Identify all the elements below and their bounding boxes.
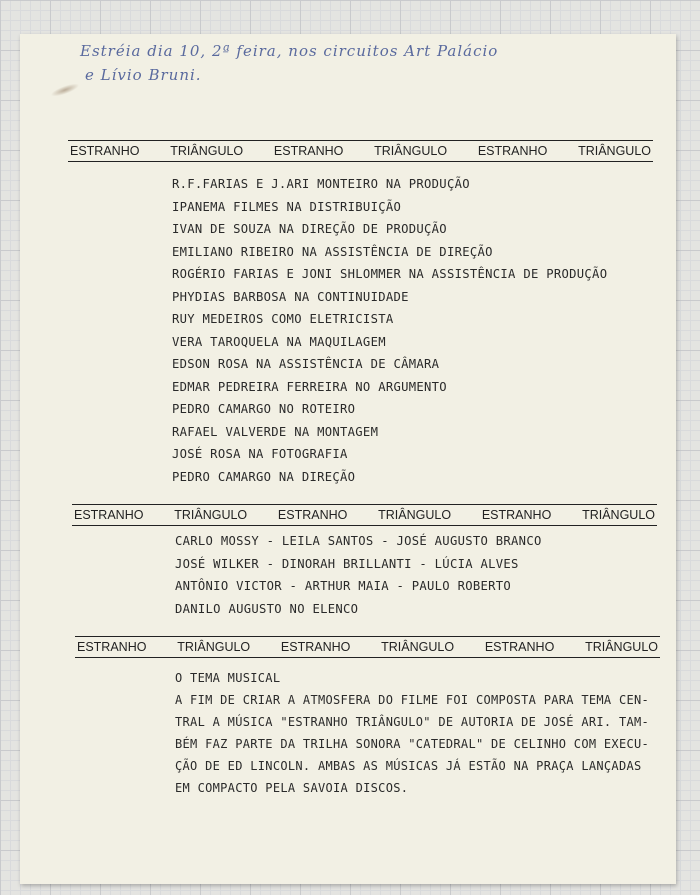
credit-line: EMILIANO RIBEIRO NA ASSISTÊNCIA DE DIREÇÃO: [172, 244, 493, 259]
title-banner-1: [68, 140, 653, 162]
credit-line: PEDRO CAMARGO NA DIREÇÃO: [172, 469, 356, 484]
banner-word: TRIÂNGULO: [585, 640, 658, 654]
credit-line: IPANEMA FILMES NA DISTRIBUIÇÃO: [172, 199, 402, 214]
banner-word: TRIÂNGULO: [374, 144, 448, 158]
cast-list: [175, 530, 542, 620]
banner-word: TRIÂNGULO: [582, 508, 655, 522]
banner-word: ESTRANHO: [70, 144, 140, 158]
banner-word: ESTRANHO: [477, 144, 548, 158]
crew-credits-list: [172, 173, 607, 488]
music-paragraph-line: TRAL A MÚSICA "ESTRANHO TRIÂNGULO" DE AUTORIA DE JOSÉ ARI. TAM-: [175, 715, 650, 729]
title-banner-2: [72, 504, 657, 526]
banner-word: TRIÂNGULO: [177, 640, 251, 654]
banner-word: ESTRANHO: [484, 640, 555, 654]
document-page: [20, 34, 676, 884]
cast-line: ANTÔNIO VICTOR - ARTHUR MAIA - PAULO ROBERTO: [175, 579, 512, 593]
banner-word: ESTRANHO: [280, 640, 351, 654]
credit-line: R.F.FARIAS E J.ARI MONTEIRO NA PRODUÇÃO: [172, 177, 470, 191]
credit-line: JOSÉ ROSA NA FOTOGRAFIA: [172, 447, 348, 461]
banner-word: ESTRANHO: [481, 508, 552, 522]
banner-word: TRIÂNGULO: [378, 508, 452, 522]
banner-word: TRIÂNGULO: [174, 508, 248, 522]
credit-line: VERA TAROQUELA NA MAQUILAGEM: [172, 334, 386, 349]
ink-stain: [50, 81, 81, 99]
credit-line: PEDRO CAMARGO NO ROTEIRO: [172, 402, 356, 416]
banner-word: TRIÂNGULO: [170, 144, 244, 158]
cast-line: CARLO MOSSY - LEILA SANTOS - JOSÉ AUGUSTO BRANCO: [175, 534, 542, 548]
banner-word: ESTRANHO: [277, 508, 348, 522]
music-section: [175, 667, 660, 799]
credit-line: EDSON ROSA NA ASSISTÊNCIA DE CÂMARA: [172, 357, 440, 371]
credit-line: RUY MEDEIROS COMO ELETRICISTA: [172, 312, 394, 326]
banner-word: ESTRANHO: [74, 508, 144, 522]
handwritten-note-line-1: Estréia dia 10, 2ª feira, nos circuitos Art Palácio: [80, 42, 499, 60]
banner-word: TRIÂNGULO: [578, 144, 651, 158]
credit-line: ROGÉRIO FARIAS E JONI SHLOMMER NA ASSISTÊNCIA DE PRODUÇÃO: [172, 267, 608, 281]
music-paragraph-line: ÇÃO DE ED LINCOLN. AMBAS AS MÚSICAS JÁ ESTÃO NA PRAÇA LANÇADAS: [175, 759, 642, 773]
credit-line: PHYDIAS BARBOSA NA CONTINUIDADE: [172, 289, 409, 304]
credit-line: IVAN DE SOUZA NA DIREÇÃO DE PRODUÇÃO: [172, 222, 447, 236]
cast-line: DANILO AUGUSTO NO ELENCO: [175, 601, 359, 616]
music-paragraph-line: BÉM FAZ PARTE DA TRILHA SONORA "CATEDRAL" DE CELINHO COM EXECU-: [175, 737, 650, 751]
banner-word: ESTRANHO: [273, 144, 344, 158]
cast-line: JOSÉ WILKER - DINORAH BRILLANTI - LÚCIA ALVES: [175, 556, 519, 571]
music-paragraph-line: EM COMPACTO PELA SAVOIA DISCOS.: [175, 781, 409, 795]
handwritten-note-line-2: e Lívio Bruni.: [85, 66, 202, 84]
banner-word: ESTRANHO: [77, 640, 147, 654]
banner-word: TRIÂNGULO: [381, 640, 455, 654]
music-paragraph-line: A FIM DE CRIAR A ATMOSFERA DO FILME FOI COMPOSTA PARA TEMA CEN-: [175, 693, 650, 707]
credit-line: EDMAR PEDREIRA FERREIRA NO ARGUMENTO: [172, 379, 447, 394]
title-banner-3: [75, 636, 660, 658]
credit-line: RAFAEL VALVERDE NA MONTAGEM: [172, 424, 379, 439]
music-section-title: O TEMA MUSICAL: [175, 671, 281, 685]
